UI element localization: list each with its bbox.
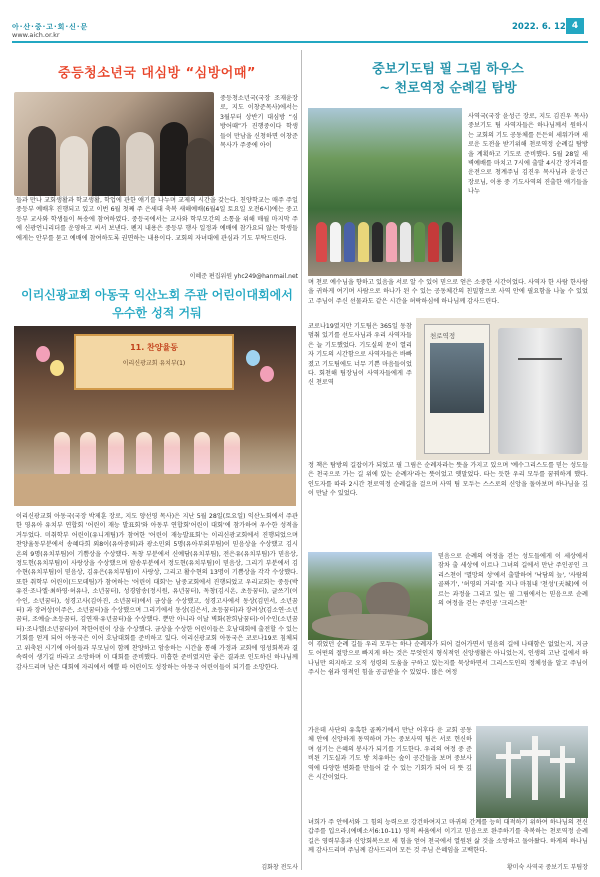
pen-image: [498, 328, 582, 454]
article1-body: 들과 만나 교회생활과 학교생활, 학업에 관한 얘기를 나누며 교제의 시간을 갖는다. 친양학교는 매주 주일 중등부 예배후 진행되고 있고 이번 6월 첫째 주 은세대 축복 새해예배(6월4일 토요일 오전6시)에는 중고등부 교사와 학생들이 특송에 참여하였다. 중등국에서는 교사와 학부모간의 소통을 위해 매월 마지막 주에 신광언니리더를 운영하고 씨서 보낸다. 펜지 내용은 중등부 행사 일정과 예배에 참가요되 않는 학생들에게는 안부를 묻고 예배에 참여하도록 권면하는 내용이다. 교회의 자녀대에 관심과 기도 부탁드린다.: [16, 197, 298, 242]
crosses-photo: [476, 726, 588, 818]
article2-title: 이리신광교회 아동국 익산노회 주관 어린이대회에서 우수한 성적 거둬: [21, 288, 293, 320]
article2-signature: 김화창 전도사: [261, 864, 298, 871]
page-header: [0, 0, 600, 46]
banner-title: 11. 찬양율동: [130, 343, 178, 352]
book-title: 천로역정: [430, 332, 456, 340]
article3-body-f: 이 겪었던 순례 길들 우리 모두는 하나 순례자가 되어 걸어가면서 믿음의 길에 나태함은 없었는지, 지금도 어떤의 절망으로 빠지게 하는 것은 무엇인지 형식적인 신앙생활은 아니었는지, 인생의 고난 길에서 하나님만 의지하고 오직 성령의 도움을 구하고 있는지를 묵상하면서 그리스도인의 정체성을 알고 주님이 주시는 쉼과 영적인 힘을 공급받을 수 있었다. 많은 여정: [308, 641, 588, 677]
article2-photo: [14, 326, 296, 506]
article3-body-h: 녀희가 주 안에서와 그 힘의 능력으로 강건하여지고 마귀의 간계를 능히 대적하기 위하여 하나님의 전신갑주를 입으라.(에베소서6:10-11) 영적 싸움에서 이기고 믿음으로 완주하기를 축복하는 천로역정 순례길은 영력부흥과 신앙회복으로 새 힘을 얻어 천국에서 열원된 삶 것을 소망하고 돌아왔다. 하게의 하나님께 감사드리며 주님께 감사드리며 모든 것 주님 은혜임을 고백한다.: [308, 819, 588, 855]
article3-body-c: 코로나19였지만 기도팀은 365일 동참 멈춰 있기를 선도사님과 우리 사역자들은 늘 기도했었다. 기도실의 문이 열리자 기도의 시간함으로 사역자들은 바빠졌고 기도팀에도 너무 기쁜 마음들이었다. 회천해 팀장님이 사역자들에게 주신 천로역: [308, 323, 412, 387]
header-rule: [12, 41, 588, 43]
article3-title: [308, 60, 588, 98]
article3-body-g: 가운데 사단의 유혹한 골짜기에서 만난 어후다 운 교회 공동체 안에 신앙하게 동역하며 가는 중보사역 팀은 서로 헌신하며 섬기는 은혜의 봉사가 되기를 기도한다. 우리의 여정 중 준비된 기도실과 기도 방 치유하는 숲이 공간들을 보며 중보사역에 다양한 변화를 만들어 갈 수 있는 기회가 되어 더 뜻 깊은 시간이었다.: [308, 727, 472, 782]
book-and-pen-photo: [416, 318, 588, 460]
article3-body-b: 며 천로 예수님을 향하고 있음을 서로 알 수 있어 믿으로 얻은 소중한 시간이었다. 사역자 한 사람 한사람을 귀하게 여기며 사람으로 하나가 된 수 있는 공동체간의 친밀함으로 사역 안에 필요함을 나눌 수 있었고 주님이 주신 선물과도 같은 시간을 허락하심에 하나님께 감사드린다.: [308, 279, 588, 305]
issue-date: 2022. 6. 12: [512, 22, 566, 32]
page-number: 4: [566, 18, 584, 34]
article3-title-line2: ~ 천로역정 순례길 탐방: [379, 81, 517, 96]
trail-photo: [308, 552, 432, 640]
article3-signature: 황미숙 사역국 중보기도 부팀장: [506, 864, 588, 871]
article3-body-e: 믿음으로 순례의 여정을 걷는 성도들에게 이 세상에서 잠차 출 세상에 이르나 그녀의 길에서 만난 주인공인 크리스천이 '멸망의 성'에서 출발하여 '낙담의 늪', '사람의 골짜기', '허영의 거리'를 지나 마침내 '천성'(天城)에 이르는 과정을 그리고 있는 필 그림에서는 믿음으로 순례의 여정을 걷는 주인공 '크리스찬': [438, 553, 588, 608]
stage-banner: [74, 334, 234, 390]
article3-group-photo: [308, 108, 462, 276]
article3-title-line1: 중보기도팀 필 그림 하우스: [372, 62, 524, 77]
article2-body: 이리신광교회 아동국(국장 박제훈 장로, 지도 양선영 목사)은 지난 5월 28일(토요일) 익산노회에서 주관한 영유아 유치부 연합회 '어린이 재능 발표회'와 아동부 연합회'어린이 대회'에 참가하여 우수한 성적을 거두었다. 미취학부 어린이(유니게팀)가 참여한 '어린이 재능발표회'는 이리신광교회에서 진행되었으며 찬양율동부분에서 송혜다희 외8이(유아중퇴)과 광소민외 5명(유아부외부팀)이 믿음상을 수상했고 김시온의 9명(유치부팀)이 기쁨상을 수상했다. 독창 부분에서 신예담(유치부팀), 전은유(유치부팀)가 믿음상, 정도헌(유치부팀)이 사랑상을 수상했으며 암송부분에서 정도현(유치부팀)이 믿음상, 그리기 부분에서 김수현(유치부팀)이 믿음상, 김유은(유치부팀)이 사랑상, 그리고 활수현의 13명이 기쁨상을 각각 수상했다. 또한 취학부 어린이(드모데팀)가 참여하는 '어린이 대회'는 남중교회에서 진행되었고 우리교회는 중등(박유진·조나엘·최하영·허유나, 소년꿈터), 성경암송(정시원, 유년꿈터), 독창(김시온, 초등꿈터), 글쓰기(이수인, 소년꿈터), 성경고사(김아진, 소년꿈터)에서 금상을 수상했고, 성경고사에서 동상(김민서, 소년꿈터) 과 장려상(이주은, 소년꿈터)을 수상했으며 그리기에서 동상(김은서, 초등꿈터)과 장려상(김소연·소년꿈터, 조예슬·초등꿈터, 김연재·유년꿈터)을 수상했다. 뿐만 아니라 이날 벽화(찬희남꿈터)·이수인(소년꿈터)·조나엘(소년꿈터)이 착한어린이 상을 수상했다. 금상을 수상한 어린이들은 호남대회에 출전할 수 있는 기회를 얻게 되어 아동국은 이어 호남대회를 준비하고 있다. 이리신광교회 아동국은 코로나19로 침체되고 위축된 시기에 아이들과 부모님이 함께 찬양하고 암송하는 시간을 통해 가정과 교회에 영성회복과 결속력이 생기길 바라고 소망하며 이 대회를 준비했다. 미흡한 준비였지만 좋은 결과로 인도하신 하나님께 감사드리며 남은 대회에 자리에서 예쁠 따 어린이도 성장하는 아동국 어린이들이 되기를 소망한다.: [16, 513, 298, 671]
site-name: 아·산·중·고·회·신·문: [12, 23, 89, 31]
article1-title: 중등청소년국 대심방 “심방어때”: [58, 66, 256, 81]
article1-body-side: 중등청소년국(국장 조재윤장로, 지도 이창준목사)에서는 3월부터 상반기 대심방 “심방어때”가 진행중이다 학생들이 만남을 신청하면 이창준목사가 주중에 아이: [220, 95, 298, 150]
book-cover: [424, 324, 490, 454]
column-divider: [301, 50, 302, 870]
article3-body-d: 정 책은 탐방의 길잡이가 되었고 필 그림은 순례자라는 뜻을 가지고 있으며 '예수그리스도를 믿는 성도들은 천국으로 가는 길 위에 있는 순례자'라는 뜻이었고 옛말었다. 타는 듯한 우리 모두를 꿈꿔하게 했다. 인도자를 따라 2시간 천로역정 순례길을 걸으며 사역 팀 모두는 스스로의 신앙을 돌아보며 하나님을 깊이 만날 수 있었다.: [308, 462, 588, 498]
article1-signature: 이혜준 편집위원 yhc249@hanmail.net: [189, 273, 298, 280]
site-url[interactable]: www.aich.or.kr: [12, 31, 60, 39]
article1-photo: [14, 92, 214, 196]
banner-subtitle: 이리신광교회 유치부(1): [122, 360, 186, 367]
article3-body-a: 사역국(국장 윤성근 장로, 지도 김진우 목사) 중보기도 팀 사역자들은 하나님께서 원하시는 교회의 기도 공동체를 든든히 세워가며 새로운 도전을 받기위해 천로역정 순례길 탐방을 계획하고 기도로 준비했다. 5월 28일 새벽예배를 마치고 7시에 출발 4시간 장거리를 운전으로 청계주님 김진우 목사님과 윤성근 장로님, 이용 중 기도사역의 진출한 얘기들을 나누: [468, 113, 588, 196]
